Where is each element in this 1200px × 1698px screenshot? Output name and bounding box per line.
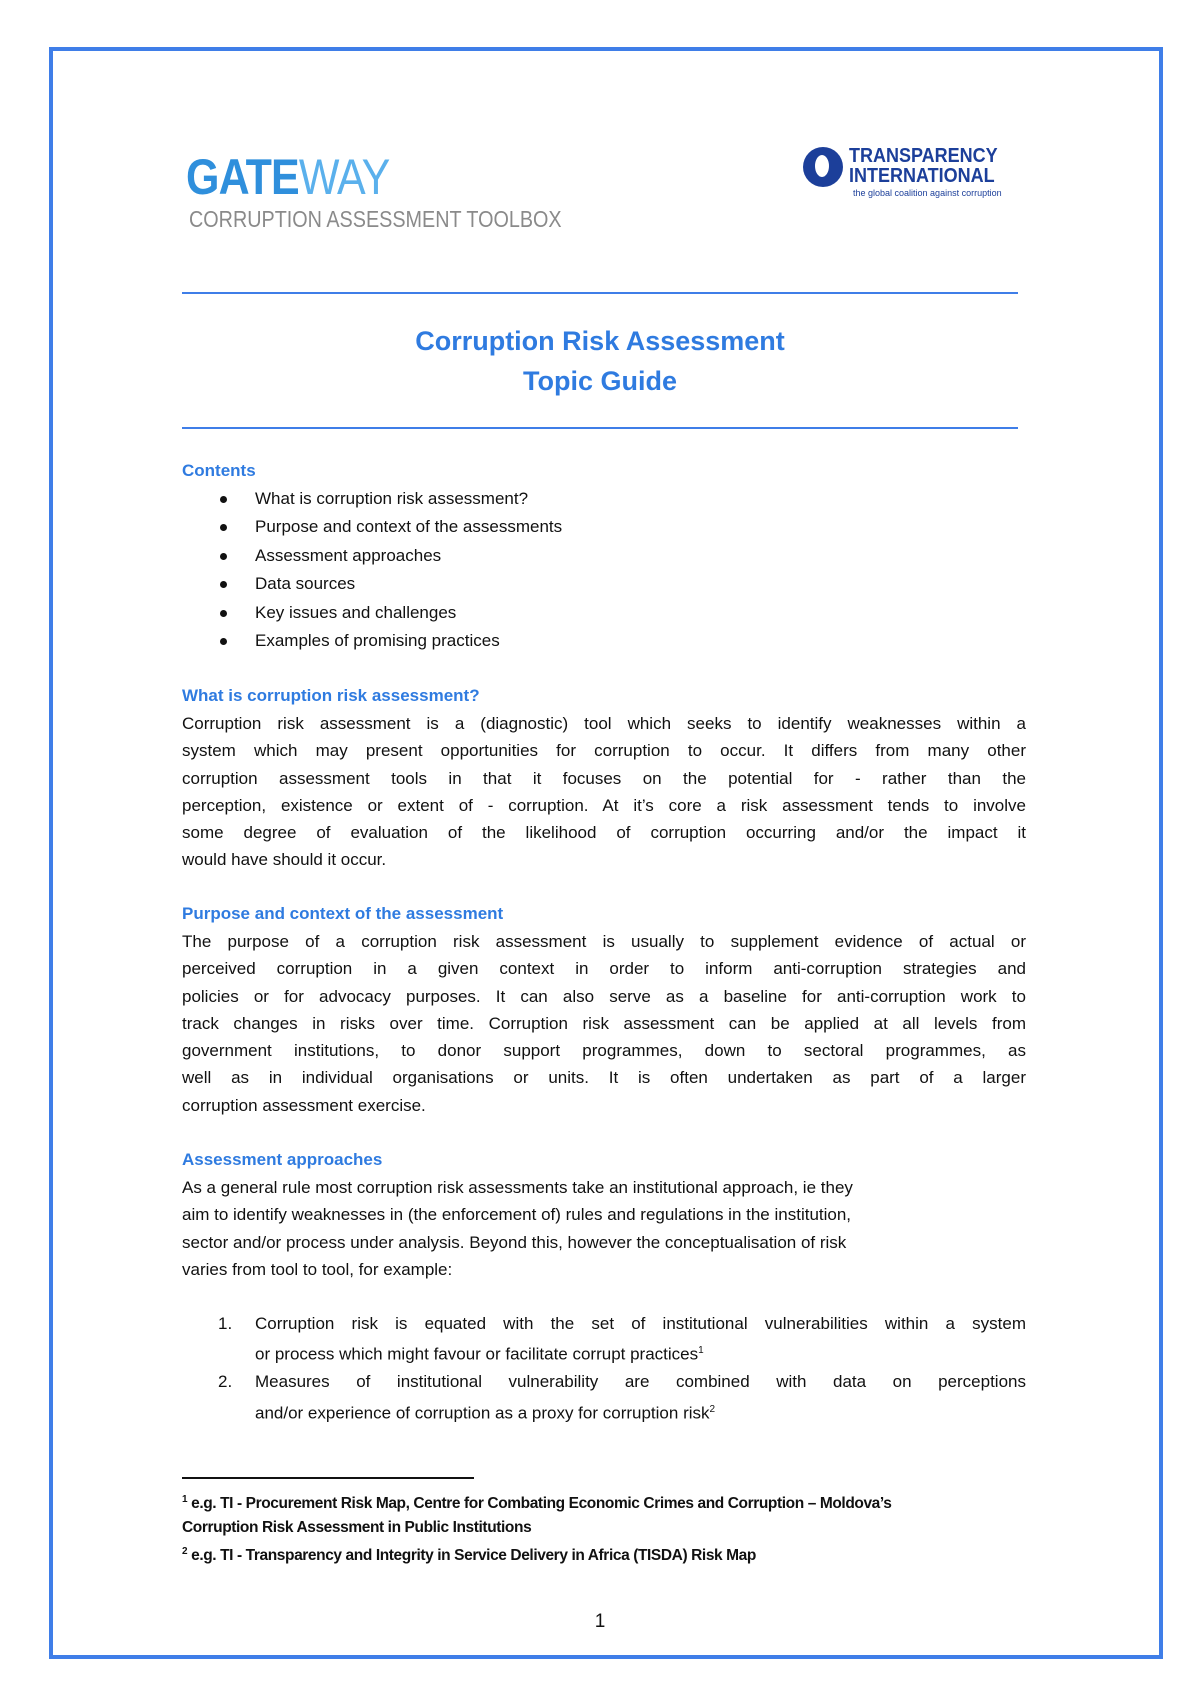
bullet-icon xyxy=(220,496,227,503)
ti-logo-line1: TRANSPARENCY xyxy=(849,145,998,167)
text-line: would have should it occur. xyxy=(182,850,387,870)
text-line: As a general rule most corruption risk assessments take an institutional approach, ie they xyxy=(182,1178,853,1197)
gateway-logo xyxy=(186,148,389,206)
contents-item[interactable] xyxy=(182,570,1026,598)
text-line: and/or experience of corruption as a proxy for corruption risk xyxy=(255,1403,710,1423)
footnote-ref[interactable]: 1 xyxy=(698,1345,704,1357)
ti-logo-line2: INTERNATIONAL xyxy=(849,165,995,187)
text-line: perceived corruption in a given context in order to inform anti-corruption strategies and xyxy=(182,959,1026,979)
text-line: aim to identify weaknesses in (the enforcement of) rules and regulations in the institution, xyxy=(182,1205,852,1225)
text-line: Measures of institutional vulnerability are combined with data on perceptions xyxy=(255,1372,1026,1392)
page-title: Corruption Risk Assessment xyxy=(415,326,785,356)
contents-heading: Contents xyxy=(182,461,256,480)
footnote-text: e.g. TI - Procurement Risk Map, Centre for Combating Economic Crimes and Corruption – Moldova’s xyxy=(191,1495,892,1513)
section-heading: Purpose and context of the assessment xyxy=(182,904,504,923)
text-line: system which may present opportunities for corruption to occur. It differs from many other xyxy=(182,741,1026,761)
numbered-list xyxy=(182,1310,1026,1427)
contents-item-label: Examples of promising practices xyxy=(255,631,500,651)
text-line: corruption assessment tools in that it focuses on the potential for - rather than the xyxy=(182,768,1026,788)
text-line: well as in individual organisations or units. It is often undertaken as part of a larger xyxy=(182,1068,1026,1088)
transparency-international-logo xyxy=(803,145,1028,201)
text-line: policies or for advocacy purposes. It can also serve as a baseline for anti-corruption work to xyxy=(182,986,1026,1006)
bullet-icon xyxy=(220,553,227,560)
divider xyxy=(182,427,1018,429)
ti-tagline: the global coalition against corruption xyxy=(853,188,1002,198)
text-line: or process which might favour or facilitate corrupt practices xyxy=(255,1344,699,1364)
section-heading: Assessment approaches xyxy=(182,1150,383,1169)
toolbox-subtitle: CORRUPTION ASSESSMENT TOOLBOX xyxy=(189,206,562,232)
contents-item-label: Purpose and context of the assessments xyxy=(255,517,563,537)
contents-item[interactable] xyxy=(182,599,1026,627)
text-line: Corruption risk is equated with the set of institutional vulnerabilities within a system xyxy=(255,1314,1026,1333)
text-line: sector and/or process under analysis. Beyond this, however the conceptualisation of risk xyxy=(182,1232,847,1252)
section-paragraph xyxy=(182,1174,1026,1283)
text-line: varies from tool to tool, for example: xyxy=(182,1259,453,1279)
footnote-text: e.g. TI - Transparency and Integrity in Service Delivery in Africa (TISDA) Risk Map xyxy=(191,1547,756,1565)
text-line: Corruption risk assessment is a (diagnostic) tool which seeks to identify weaknesses within a xyxy=(182,714,1026,733)
text-line: perception, existence or extent of - corruption. At it’s core a risk assessment tends to involve xyxy=(182,795,1026,815)
contents-item[interactable] xyxy=(182,485,1026,513)
contents-item-label: Data sources xyxy=(255,574,356,594)
bullet-icon xyxy=(220,524,227,531)
footnotes xyxy=(182,1488,1042,1568)
list-number: 1. xyxy=(218,1314,233,1333)
gateway-logo-b: WAY xyxy=(298,149,390,205)
footnote-divider xyxy=(182,1477,474,1479)
text-line: some degree of evaluation of the likelihood of corruption occurring and/or the impact it xyxy=(182,823,1026,843)
list-item xyxy=(182,1368,1026,1426)
list-item xyxy=(182,1310,1026,1368)
contents-list xyxy=(182,485,1026,655)
contents-item-label: What is corruption risk assessment? xyxy=(255,489,529,508)
text-line: corruption assessment exercise. xyxy=(182,1095,426,1115)
divider xyxy=(182,292,1018,294)
contents-item[interactable] xyxy=(182,627,1026,655)
footnote-text: Corruption Risk Assessment in Public Institutions xyxy=(182,1519,532,1537)
text-line: The purpose of a corruption risk assessment is usually to supplement evidence of actual or xyxy=(182,932,1026,951)
contents-item[interactable] xyxy=(182,513,1026,541)
contents-item-label: Key issues and challenges xyxy=(255,602,457,622)
page-number: 1 xyxy=(594,1611,606,1632)
section-heading: What is corruption risk assessment? xyxy=(182,686,480,705)
footnote-ref[interactable]: 2 xyxy=(709,1403,716,1415)
contents-item-label: Assessment approaches xyxy=(255,545,442,565)
footnote-number: 1 xyxy=(182,1494,188,1505)
footnote-number: 2 xyxy=(182,1546,188,1558)
gateway-logo-a: GATE xyxy=(186,149,299,205)
bullet-icon xyxy=(220,638,227,645)
text-line: track changes in risks over time. Corruption risk assessment can be applied at all levels from xyxy=(182,1013,1026,1033)
ti-globe-icon xyxy=(803,147,843,187)
contents-item[interactable] xyxy=(182,542,1026,570)
bullet-icon xyxy=(220,610,227,617)
page-subtitle: Topic Guide xyxy=(523,366,677,396)
text-line: government institutions, to donor support programmes, down to sectoral programmes, as xyxy=(182,1041,1026,1061)
section-paragraph xyxy=(182,928,1026,1119)
list-number: 2. xyxy=(218,1372,233,1392)
section-paragraph xyxy=(182,710,1026,874)
bullet-icon xyxy=(220,581,227,588)
